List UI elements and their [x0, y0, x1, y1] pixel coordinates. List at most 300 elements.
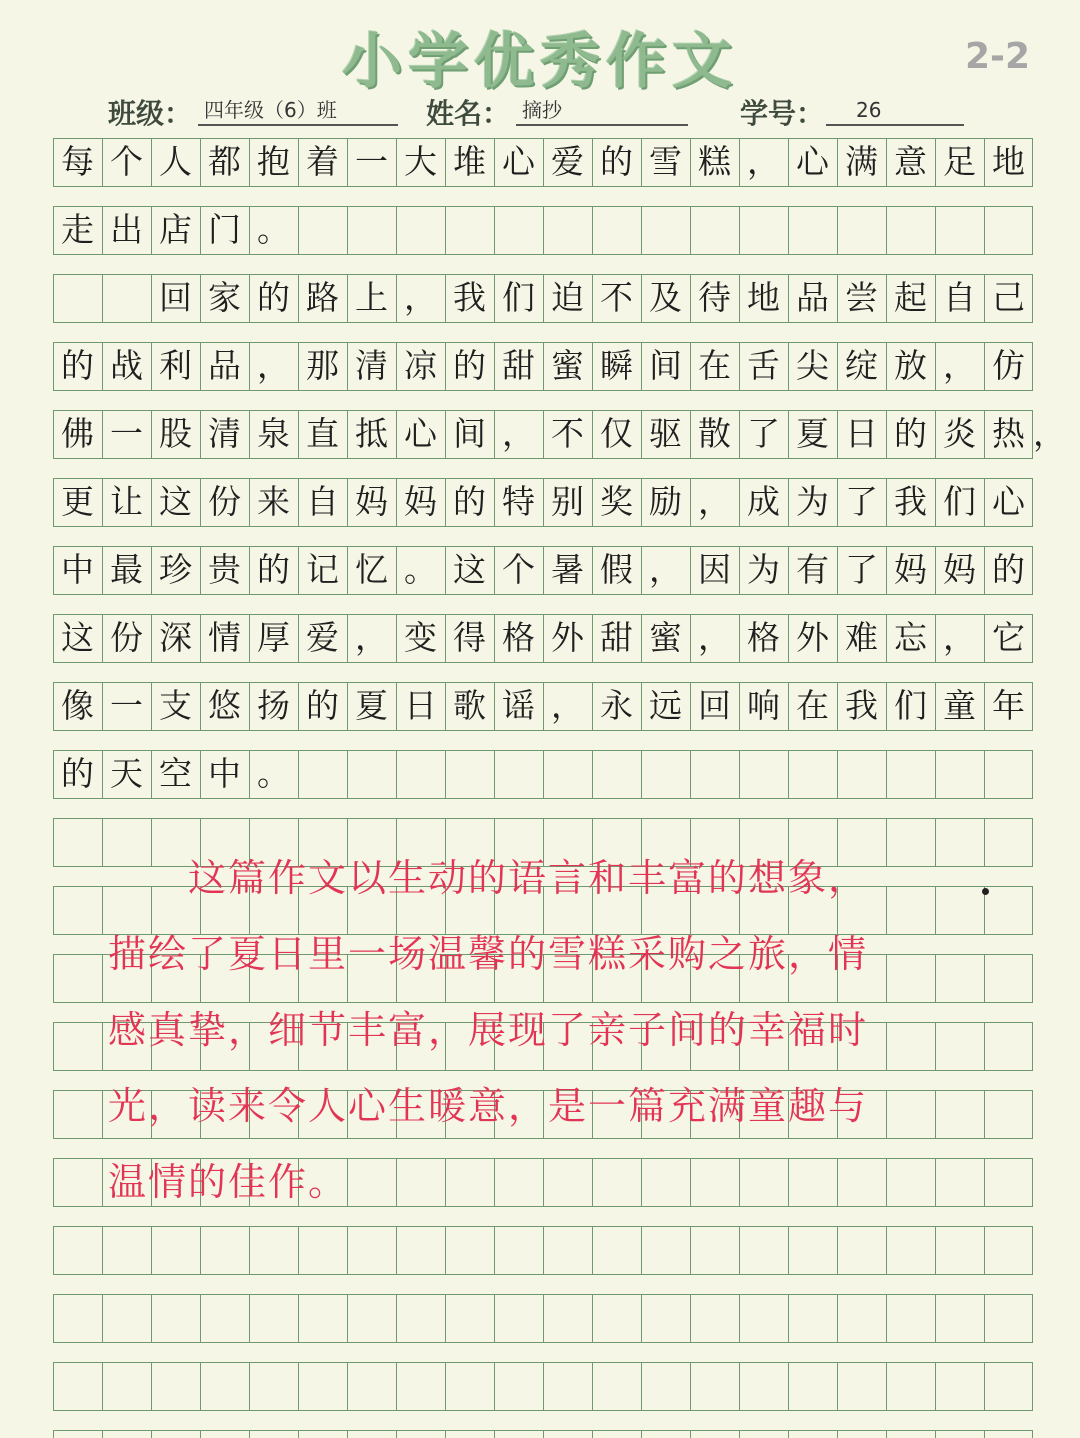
grid-gap	[53, 186, 1033, 207]
grid-cell	[984, 1294, 1033, 1342]
essay-char: ，	[502, 414, 535, 453]
essay-char: 我	[453, 278, 486, 317]
name-label: 姓名：	[426, 97, 511, 130]
class-value: 四年级（6）班	[198, 98, 398, 126]
essay-char: 自	[306, 482, 339, 521]
essay-char: 励	[649, 482, 682, 521]
essay-char: 们	[894, 686, 927, 725]
grid-gap	[53, 458, 1033, 479]
grid-cell	[53, 1226, 102, 1274]
essay-char: 天	[110, 754, 143, 793]
grid-cell	[200, 1226, 249, 1274]
essay-char: 妈	[404, 482, 437, 521]
grid-cell	[53, 954, 102, 1002]
grid-cell	[53, 1158, 102, 1206]
essay-char: ，	[355, 618, 388, 657]
essay-char: 尖	[796, 346, 829, 385]
essay-char: 意	[894, 142, 927, 181]
essay-char: 厚	[257, 618, 290, 657]
essay-char: 为	[796, 482, 829, 521]
essay-char: 中	[208, 754, 241, 793]
essay-char: 地	[747, 278, 780, 317]
grid-cell	[445, 1430, 494, 1438]
essay-char: 暑	[551, 550, 584, 589]
grid-gap	[53, 594, 1033, 615]
essay-char: 忘	[894, 618, 927, 657]
essay-char: 走	[61, 210, 94, 249]
essay-char: 都	[208, 142, 241, 181]
essay-char: 这	[453, 550, 486, 589]
essay-char: 特	[502, 482, 535, 521]
essay-char: 们	[502, 278, 535, 317]
essay-line	[53, 410, 1066, 458]
essay-char: 妈	[355, 482, 388, 521]
essay-char: 清	[355, 346, 388, 385]
essay-char: 妈	[894, 550, 927, 589]
essay-char: 了	[747, 414, 780, 453]
grid-cell	[102, 1294, 151, 1342]
essay-char: 驱	[649, 414, 682, 453]
essay-char: 难	[845, 618, 878, 657]
essay-char: 远	[649, 686, 682, 725]
essay-char: 家	[208, 278, 241, 317]
essay-char: 夏	[796, 414, 829, 453]
grid-cell	[494, 1430, 543, 1438]
essay-char: 个	[110, 142, 143, 181]
grid-cell	[690, 1226, 739, 1274]
grid-cell	[886, 1226, 935, 1274]
grid-cell	[347, 1226, 396, 1274]
essay-char: 有	[796, 550, 829, 589]
grid-gap	[53, 662, 1033, 683]
essay-char: 蜜	[649, 618, 682, 657]
essay-char: 抱	[257, 142, 290, 181]
grid-cell	[543, 1294, 592, 1342]
essay-char: 店	[159, 210, 192, 249]
grid-cell	[837, 1430, 886, 1438]
essay-char: 的	[61, 754, 94, 793]
essay-char: 战	[110, 346, 143, 385]
essay-char: 甜	[502, 346, 535, 385]
grid-cell	[102, 1362, 151, 1410]
grid-cell	[935, 1294, 984, 1342]
essay-char: ，	[698, 618, 731, 657]
grid-cell	[298, 1430, 347, 1438]
essay-char: 着	[306, 142, 339, 181]
essay-char: 的	[992, 550, 1025, 589]
essay-char: 仿	[992, 346, 1025, 385]
grid-cell	[249, 1430, 298, 1438]
grid-cell	[200, 1430, 249, 1438]
grid-cell	[641, 1226, 690, 1274]
essay-char: 仅	[600, 414, 633, 453]
class-label: 班级：	[108, 97, 193, 130]
essay-char: 一	[110, 414, 143, 453]
essay-line	[53, 546, 1033, 594]
essay-char: 份	[110, 618, 143, 657]
essay-char: 清	[208, 414, 241, 453]
page-number: 2-2	[964, 36, 1030, 77]
grid-cell	[445, 1294, 494, 1342]
essay-char	[53, 274, 102, 322]
essay-char: 回	[698, 686, 731, 725]
essay-char: 日	[845, 414, 878, 453]
grid-cell	[494, 1226, 543, 1274]
essay-char: 那	[306, 346, 339, 385]
grid-gap	[53, 526, 1033, 547]
essay-char: 歌	[453, 686, 486, 725]
grid-cell	[739, 1226, 788, 1274]
essay-char: 出	[110, 210, 143, 249]
essay-char: 绽	[845, 346, 878, 385]
grid-cell	[690, 1362, 739, 1410]
essay-char: 品	[208, 346, 241, 385]
essay-char: 像	[61, 686, 94, 725]
grid-gap	[53, 254, 1033, 275]
essay-char: 心	[404, 414, 437, 453]
essay-char: 外	[796, 618, 829, 657]
essay-char: ，	[649, 550, 682, 589]
essay-char: 这	[159, 482, 192, 521]
essay-char: 。	[257, 754, 290, 793]
grid-cell	[984, 1226, 1033, 1274]
grid-cell	[886, 1430, 935, 1438]
grid-cell	[886, 1294, 935, 1342]
essay-char: 足	[943, 142, 976, 181]
grid-cell	[739, 1430, 788, 1438]
grid-cell	[837, 1362, 886, 1410]
grid-gap	[53, 1342, 1033, 1363]
grid-cell	[298, 1226, 347, 1274]
essay-char: 甜	[600, 618, 633, 657]
essay-char: 回	[159, 278, 192, 317]
essay-char: 我	[845, 686, 878, 725]
essay-char: 门	[208, 210, 241, 249]
essay-char: 间	[649, 346, 682, 385]
essay-char: 。	[257, 210, 290, 249]
essay-char: 成	[747, 482, 780, 521]
essay-char: 中	[61, 550, 94, 589]
grid-cell	[641, 1430, 690, 1438]
comment-line: 温情的佳作。	[108, 1160, 349, 1204]
grid-row	[53, 1226, 1033, 1294]
grid-cell	[53, 818, 102, 866]
essay-char: 的	[600, 142, 633, 181]
essay-char: 谣	[502, 686, 535, 725]
grid-cell	[200, 1362, 249, 1410]
grid-cell	[396, 1430, 445, 1438]
grid-cell	[788, 1226, 837, 1274]
essay-char: 尝	[845, 278, 878, 317]
essay-line	[53, 478, 1033, 526]
grid-cell	[347, 1294, 396, 1342]
grid-cell	[249, 1294, 298, 1342]
grid-cell	[837, 1294, 886, 1342]
essay-char: 珍	[159, 550, 192, 589]
essay-char: ，	[551, 686, 584, 725]
grid-cell	[641, 1362, 690, 1410]
essay-char: 自	[943, 278, 976, 317]
essay-char: 己	[992, 278, 1025, 317]
essay-char: 热	[992, 414, 1025, 453]
essay-char: ，	[404, 278, 437, 317]
essay-char: 。	[404, 550, 437, 589]
grid-cell	[53, 1022, 102, 1070]
essay-char: 贵	[208, 550, 241, 589]
grid-gap	[53, 390, 1033, 411]
grid-cell	[592, 1430, 641, 1438]
essay-char: 地	[992, 142, 1025, 181]
essay-char: 雪	[649, 142, 682, 181]
comment-line: 描绘了夏日里一场温馨的雪糕采购之旅，情	[108, 932, 869, 976]
essay-char: ，	[943, 346, 976, 385]
essay-char: 别	[551, 482, 584, 521]
grid-cell	[788, 1362, 837, 1410]
essay-line	[53, 206, 1033, 254]
essay-char: ，	[943, 618, 976, 657]
essay-char: 空	[159, 754, 192, 793]
ink-dot	[982, 888, 989, 895]
grid-cell	[494, 1362, 543, 1410]
essay-char: 心	[796, 142, 829, 181]
essay-char: 迫	[551, 278, 584, 317]
essay-char: 在	[796, 686, 829, 725]
grid-row	[53, 1362, 1033, 1430]
grid-gap	[53, 1410, 1033, 1431]
grid-cell	[53, 1294, 102, 1342]
student-number-label: 学号：	[740, 97, 825, 130]
essay-char: 的	[257, 278, 290, 317]
essay-char: 不	[600, 278, 633, 317]
essay-line	[53, 750, 1033, 798]
essay-char: 了	[845, 550, 878, 589]
essay-char: 们	[943, 482, 976, 521]
grid-cell	[102, 1226, 151, 1274]
grid-gap	[53, 322, 1033, 343]
essay-char: 的	[61, 346, 94, 385]
essay-char: 品	[796, 278, 829, 317]
essay-char: 上	[355, 278, 388, 317]
grid-cell	[592, 1294, 641, 1342]
essay-line	[53, 614, 1033, 662]
grid-cell	[151, 1362, 200, 1410]
essay-char	[102, 274, 151, 322]
essay-char: 变	[404, 618, 437, 657]
comment-line: 光，读来令人心生暖意，是一篇充满童趣与	[108, 1084, 869, 1128]
essay-char: ，	[698, 482, 731, 521]
essay-char: 外	[551, 618, 584, 657]
grid-cell	[739, 1294, 788, 1342]
essay-char: 的	[453, 346, 486, 385]
essay-char: 扬	[257, 686, 290, 725]
essay-char: 它	[992, 618, 1025, 657]
essay-char: 在	[698, 346, 731, 385]
essay-char: 一	[355, 142, 388, 181]
essay-char: 股	[159, 414, 192, 453]
essay-char: 满	[845, 142, 878, 181]
essay-char: 泉	[257, 414, 290, 453]
grid-cell	[347, 1362, 396, 1410]
page-title: 小学优秀作文	[342, 27, 738, 97]
grid-cell	[886, 1362, 935, 1410]
grid-cell	[53, 1362, 102, 1410]
grid-cell	[935, 1226, 984, 1274]
essay-char: 的	[453, 482, 486, 521]
grid-cell	[102, 1430, 151, 1438]
grid-gap	[53, 798, 1033, 819]
essay-char: 起	[894, 278, 927, 317]
comment-line: 这篇作文以生动的语言和丰富的想象，	[108, 856, 869, 900]
essay-char: 糕	[698, 142, 731, 181]
essay-char: 年	[992, 686, 1025, 725]
grid-cell	[788, 1430, 837, 1438]
grid-cell	[298, 1294, 347, 1342]
grid-cell	[445, 1362, 494, 1410]
essay-char: 堆	[453, 142, 486, 181]
essay-char: 格	[747, 618, 780, 657]
essay-char: 凉	[404, 346, 437, 385]
essay-char: 放	[894, 346, 927, 385]
grid-cell	[347, 1430, 396, 1438]
grid-cell	[494, 1294, 543, 1342]
grid-cell	[592, 1362, 641, 1410]
grid-cell	[690, 1430, 739, 1438]
essay-char: ，	[257, 346, 290, 385]
grid-cell	[396, 1226, 445, 1274]
grid-cell	[200, 1294, 249, 1342]
grid-cell	[592, 1226, 641, 1274]
essay-char: 了	[845, 482, 878, 521]
essay-char: 散	[698, 414, 731, 453]
essay-char: 佛	[61, 414, 94, 453]
grid-cell	[151, 1226, 200, 1274]
grid-cell	[151, 1294, 200, 1342]
grid-cell	[543, 1226, 592, 1274]
essay-char: 的	[306, 686, 339, 725]
essay-char: 假	[600, 550, 633, 589]
essay-char: 日	[404, 686, 437, 725]
essay-char: ，	[1033, 414, 1066, 453]
essay-char: 间	[453, 414, 486, 453]
essay-line	[53, 274, 1033, 322]
essay-char: 爱	[306, 618, 339, 657]
grid-gap	[53, 730, 1033, 751]
essay-char: 因	[698, 550, 731, 589]
essay-char: 奖	[600, 482, 633, 521]
essay-char: 响	[747, 686, 780, 725]
essay-line	[53, 138, 1033, 186]
grid-cell	[445, 1226, 494, 1274]
essay-char: 的	[257, 550, 290, 589]
student-number-value: 26	[826, 98, 964, 126]
grid-cell	[53, 1090, 102, 1138]
essay-char: 待	[698, 278, 731, 317]
grid-cell	[396, 1362, 445, 1410]
essay-line	[53, 682, 1033, 730]
essay-char: 来	[257, 482, 290, 521]
essay-char: 记	[306, 550, 339, 589]
essay-char: 人	[159, 142, 192, 181]
essay-char: 直	[306, 414, 339, 453]
essay-char: ，	[747, 142, 780, 181]
grid-cell	[739, 1362, 788, 1410]
grid-cell	[396, 1294, 445, 1342]
essay-char: 更	[61, 482, 94, 521]
grid-cell	[543, 1430, 592, 1438]
grid-cell	[837, 1226, 886, 1274]
essay-char: 悠	[208, 686, 241, 725]
essay-char: 一	[110, 686, 143, 725]
essay-char: 每	[61, 142, 94, 181]
grid-cell	[984, 1362, 1033, 1410]
grid-cell	[641, 1294, 690, 1342]
essay-char: 忆	[355, 550, 388, 589]
essay-char: 童	[943, 686, 976, 725]
essay-char: 得	[453, 618, 486, 657]
student-info-bar	[0, 92, 1080, 132]
grid-cell	[935, 1362, 984, 1410]
essay-char: 个	[502, 550, 535, 589]
grid-row	[53, 1294, 1033, 1362]
essay-char: 路	[306, 278, 339, 317]
essay-char: 的	[894, 414, 927, 453]
grid-cell	[298, 1362, 347, 1410]
teacher-comment	[108, 840, 1008, 1220]
essay-char: 蜜	[551, 346, 584, 385]
essay-line	[53, 342, 1033, 390]
essay-char: 深	[159, 618, 192, 657]
grid-cell	[53, 1430, 102, 1438]
name-value: 摘抄	[516, 98, 688, 126]
essay-char: 抵	[355, 414, 388, 453]
grid-cell	[249, 1362, 298, 1410]
essay-char: 支	[159, 686, 192, 725]
grid-cell	[53, 886, 102, 934]
essay-char: 情	[208, 618, 241, 657]
grid-cell	[935, 1430, 984, 1438]
essay-char: 我	[894, 482, 927, 521]
grid-cell	[984, 1430, 1033, 1438]
essay-char: 舌	[747, 346, 780, 385]
essay-char: 份	[208, 482, 241, 521]
essay-char: 不	[551, 414, 584, 453]
essay-char: 永	[600, 686, 633, 725]
grid-cell	[690, 1294, 739, 1342]
essay-char: 最	[110, 550, 143, 589]
essay-char: 爱	[551, 142, 584, 181]
grid-row	[53, 1430, 1033, 1438]
essay-char: 瞬	[600, 346, 633, 385]
essay-char: 及	[649, 278, 682, 317]
essay-char: 心	[502, 142, 535, 181]
grid-gap	[53, 1274, 1033, 1295]
essay-char: 炎	[943, 414, 976, 453]
essay-char: 心	[992, 482, 1025, 521]
essay-char: 妈	[943, 550, 976, 589]
essay-char: 让	[110, 482, 143, 521]
essay-char: 格	[502, 618, 535, 657]
essay-char: 夏	[355, 686, 388, 725]
essay-char: 大	[404, 142, 437, 181]
grid-cell	[151, 1430, 200, 1438]
grid-cell	[788, 1294, 837, 1342]
essay-char: 利	[159, 346, 192, 385]
grid-cell	[249, 1226, 298, 1274]
essay-char: 这	[61, 618, 94, 657]
essay-char: 为	[747, 550, 780, 589]
grid-cell	[543, 1362, 592, 1410]
comment-line: 感真挚，细节丰富，展现了亲子间的幸福时	[108, 1008, 869, 1052]
